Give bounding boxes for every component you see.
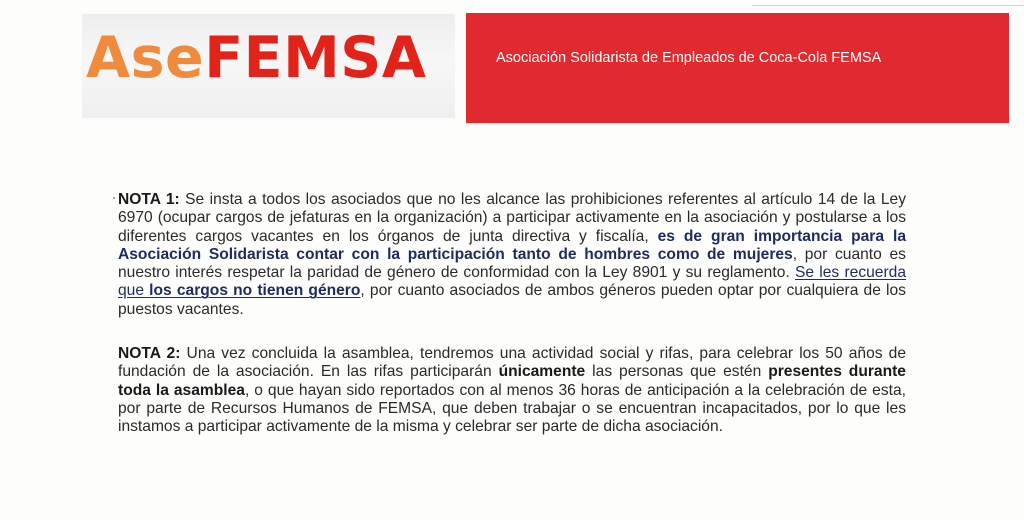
header-banner: [466, 13, 1009, 123]
note-1-text-c: , por cuanto asociados de ambos géneros pueden optar por cualquiera de los puestos vacantes.: [118, 282, 906, 318]
note-1-reminder-emphasis: los cargos no tienen género: [149, 282, 361, 300]
note-2-emphasis-2: presentes durante toda la asamblea: [118, 363, 906, 399]
asefemsa-logo: [86, 25, 427, 91]
note-1-reminder-text: Se les recuerda que: [118, 264, 907, 300]
note-1-text-b: , por cuanto es nuestro interés respetar la paridad de género de conformidad con la Ley 8901 y su reglamento.: [118, 245, 906, 282]
note-2-text-b: las personas que estén: [585, 363, 769, 381]
top-rule: [752, 5, 1024, 6]
note-1-emphasis: es de gran importancia para la Asociación Solidarista contar con la participación tanto de hombres como de mujeres: [118, 227, 906, 263]
logo-femsa-text: FEMSA: [204, 25, 427, 91]
note-1-label: NOTA 1:: [118, 191, 180, 208]
scan-speck: [113, 197, 115, 199]
banner-title: Asociación Solidarista de Empleados de Coca-Cola FEMSA: [496, 50, 882, 66]
note-2-paragraph: [118, 345, 906, 436]
logo-ase-text: Ase: [86, 25, 205, 91]
note-2-emphasis-1: únicamente: [498, 363, 586, 381]
note-2-text-c: , o que hayan sido reportados con al menos 36 horas de anticipación a la celebración de esta, por parte de Recursos Humanos de FEMSA, que deben trabajar o se encuentran incapacitados, por lo que les instamos a participar activamente de la misma y celebrar ser parte de dicha asociación.: [118, 381, 906, 436]
note-2-text-a: Una vez concluida la asamblea, tendremos una actividad social y rifas, para celebrar los 50 años de fundación de la asociación. En las rifas participarán: [118, 345, 907, 381]
note-2-label: NOTA 2:: [118, 345, 181, 362]
note-1-paragraph: [118, 191, 906, 319]
note-1-text-a: Se insta a todos los asociados que no les alcance las prohibiciones referentes al artículo 14 de la Ley 6970 (ocupar cargos de jefaturas en la organización) a participar activamente en la asociación y postularse a los diferentes cargos vacantes en los órganos de junta directiva y fiscalía,: [118, 191, 906, 245]
